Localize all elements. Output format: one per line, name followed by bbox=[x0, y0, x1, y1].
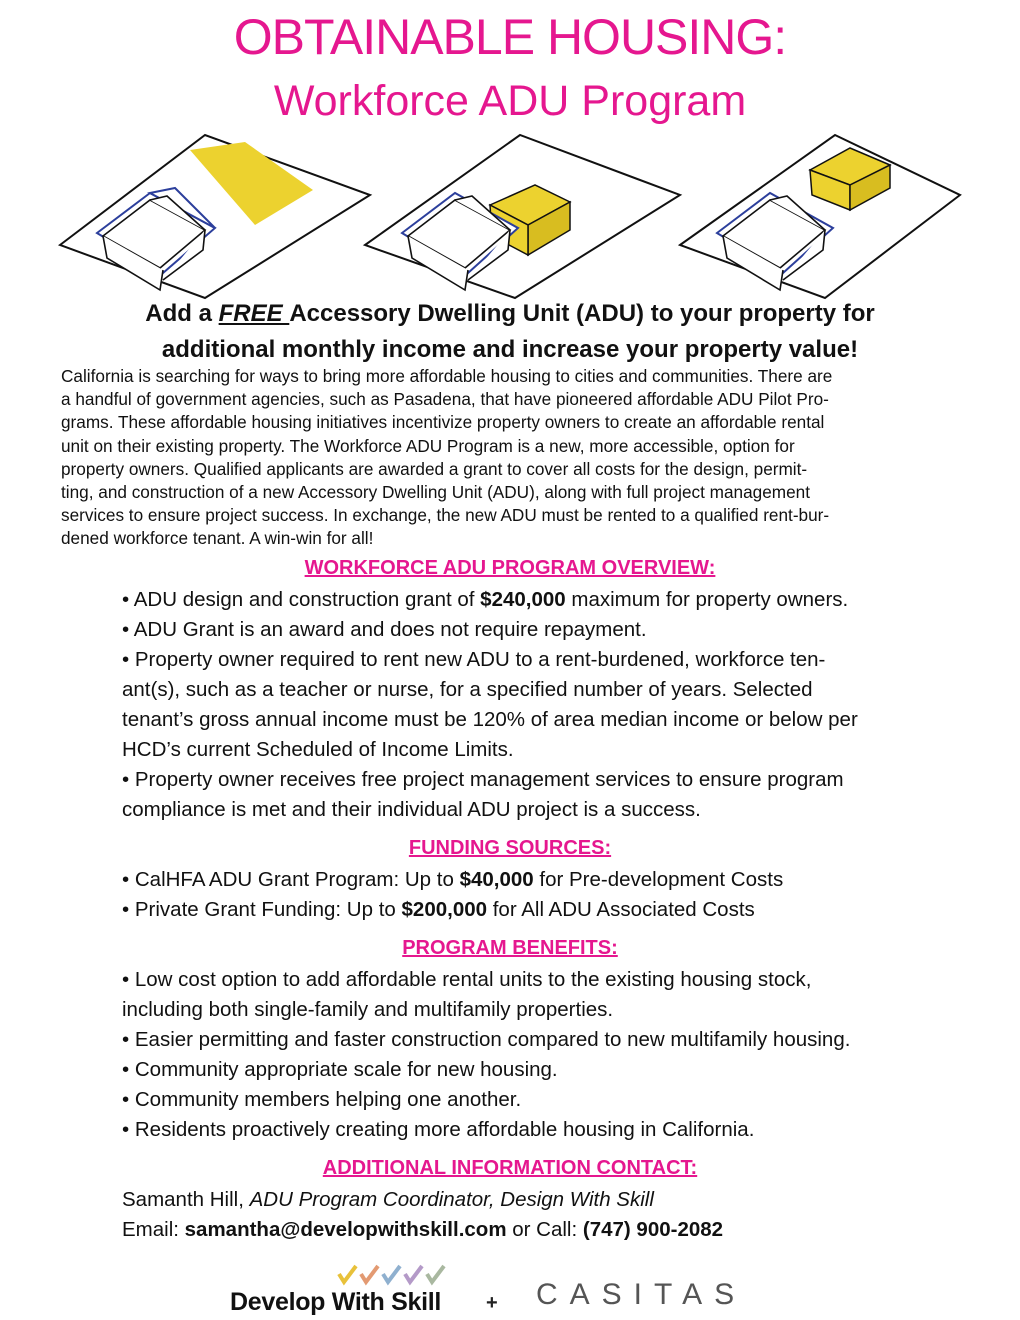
page-subtitle: Workforce ADU Program bbox=[273, 77, 747, 125]
headline bbox=[60, 296, 960, 368]
list-item: • Private Grant Funding: Up to $200,000 for All ADU Associated Costs bbox=[122, 898, 755, 921]
intro-line: services to ensure project success. In exchange, the new ADU must be rented to a qualified rent-bur- bbox=[61, 505, 830, 526]
list-item: • Easier permitting and faster construction compared to new multifamily housing. bbox=[122, 1028, 851, 1051]
list-item: HCD’s current Scheduled of Income Limits. bbox=[122, 738, 514, 761]
partner-logos bbox=[0, 1258, 1020, 1320]
email-link[interactable]: samantha@developwithskill.com bbox=[184, 1218, 507, 1241]
funding-list bbox=[122, 865, 972, 925]
intro-line: grams. These affordable housing initiatives incentivize property owners to create an affordable rental bbox=[61, 412, 825, 433]
checkmarks-logo-icon bbox=[336, 1262, 452, 1288]
lot-attached-adu bbox=[365, 135, 680, 298]
list-item: tenant’s gross annual income must be 120% of area median income or below per bbox=[122, 708, 858, 731]
list-item: • Residents proactively creating more affordable housing in California. bbox=[122, 1118, 755, 1141]
intro-paragraph bbox=[61, 365, 961, 551]
contact-name: Samanth Hill, ADU Program Coordinator, Design With Skill bbox=[122, 1188, 654, 1211]
adu-illustrations bbox=[55, 130, 965, 300]
intro-line: ting, and construction of a new Accessory Dwelling Unit (ADU), along with full project management bbox=[61, 482, 810, 503]
plus-sign: + bbox=[486, 1292, 498, 1314]
benefits-heading: PROGRAM BENEFITS: bbox=[402, 937, 618, 959]
headline-text: Accessory Dwelling Unit (ADU) to your property for bbox=[289, 300, 875, 327]
intro-line: a handful of government agencies, such as Pasadena, that have pioneered affordable ADU Pilot Pro- bbox=[61, 389, 829, 410]
list-item: • Property owner receives free project management services to ensure program bbox=[122, 768, 844, 791]
list-item: • CalHFA ADU Grant Program: Up to $40,000 for Pre-development Costs bbox=[122, 868, 784, 891]
list-item: ant(s), such as a teacher or nurse, for a specified number of years. Selected bbox=[122, 678, 813, 701]
casitas-logo: CASITAS bbox=[536, 1278, 747, 1311]
list-item: • Community members helping one another. bbox=[122, 1088, 522, 1111]
overview-heading: WORKFORCE ADU PROGRAM OVERVIEW: bbox=[304, 557, 716, 579]
list-item: • Community appropriate scale for new housing. bbox=[122, 1058, 558, 1081]
intro-line: dened workforce tenant. A win-win for all! bbox=[61, 528, 374, 549]
funding-heading: FUNDING SOURCES: bbox=[408, 837, 612, 859]
headline-text: Add a bbox=[145, 300, 219, 327]
develop-with-skill-logo: Develop With Skill bbox=[230, 1288, 442, 1316]
contact-info bbox=[122, 1185, 972, 1245]
headline-free: FREE bbox=[218, 300, 290, 327]
overview-list bbox=[122, 585, 972, 825]
list-item: • ADU design and construction grant of $240,000 maximum for property owners. bbox=[122, 588, 849, 611]
intro-line: property owners. Qualified applicants are awarded a grant to cover all costs for the design, permit- bbox=[61, 458, 808, 479]
intro-line: unit on their existing property. The Workforce ADU Program is a new, more accessible, option for bbox=[61, 435, 795, 456]
contact-line: Email: samantha@developwithskill.com or Call: (747) 900-2082 bbox=[122, 1218, 724, 1241]
lot-detached-adu bbox=[60, 135, 370, 298]
list-item: • Property owner required to rent new ADU to a rent-burdened, workforce ten- bbox=[122, 648, 826, 671]
headline-line2: additional monthly income and increase your property value! bbox=[161, 336, 859, 363]
list-item: compliance is met and their individual ADU project is a success. bbox=[122, 798, 701, 821]
list-item: • ADU Grant is an award and does not require repayment. bbox=[122, 618, 647, 641]
list-item: including both single-family and multifamily properties. bbox=[122, 998, 614, 1021]
page-title: OBTAINABLE HOUSING: bbox=[233, 9, 787, 65]
benefits-list bbox=[122, 965, 972, 1145]
intro-line: California is searching for ways to bring more affordable housing to cities and communities. There are bbox=[61, 366, 833, 386]
list-item: • Low cost option to add affordable rental units to the existing housing stock, bbox=[122, 968, 812, 991]
lot-backyard-adu bbox=[680, 135, 960, 298]
contact-heading: ADDITIONAL INFORMATION CONTACT: bbox=[322, 1157, 698, 1179]
phone-number[interactable]: (747) 900-2082 bbox=[582, 1218, 724, 1241]
